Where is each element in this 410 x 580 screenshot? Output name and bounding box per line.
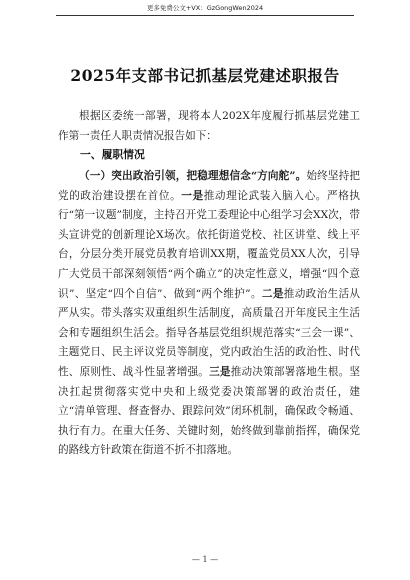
body-sentence: 推动理论武装入脑入心。严格执行“第一议题”制度，主持召开党工委理论中心组学习会XX次，带头宣讲党的创新理论X场次。依托街道党校、社区讲堂、线上平台，分层分类开展党员教育培训XX期，覆盖党员XX人次，引导广大党员干部深刻领悟“两个确立”的决定性意义，增强“四个意识”、坚定“四个自信”、做到“两个维护”。 [58,189,361,300]
page-number: — 1 — [191,555,219,564]
enum-marker: 二是 [261,287,284,300]
body-sentence: 推动政治生活从严从实。带头落实双重组织生活制度，高质量召开年度民主生活会和专题组织生活会。指导各基层党组织规范落实“三会一课”、主题党日、民主评议党员等制度，党内政治生活的政治性、时代性、原则性、战斗性显著增强。 [58,287,361,378]
enum-marker: 一是 [181,189,204,202]
body-paragraph [58,167,360,461]
section-heading: 一、履职情况 [80,148,145,161]
enum-marker: 三是 [209,365,231,378]
header-promo-text: 更多免费公文+VX：GzGongWen2024 [146,4,264,12]
document-title: 2025年支部书记抓基层党建述职报告 [70,66,340,85]
body-sentence: 始终坚持把党的政治建设摆在首位。 [58,170,361,202]
intro-paragraph: 根据区委统一部署，现将本人202X年度履行抓基层党建工作第一责任人职责情况报告如下： [58,110,360,142]
subsection-heading: （一）突出政治引领，把稳理想信念“方向舵”。 [79,170,307,182]
body-sentence: 推动决策部署落地生根。坚决扛起贯彻落实党中央和上级党委决策部署的政治责任，建立“清单管理、督查督办、跟踪问效”闭环机制，确保政令畅通、执行有力。在重大任务、关键时刻，始终做到靠前指挥，确保党的路线方针政策在街道不折不扣落地。 [58,365,361,457]
header-divider [56,15,354,16]
